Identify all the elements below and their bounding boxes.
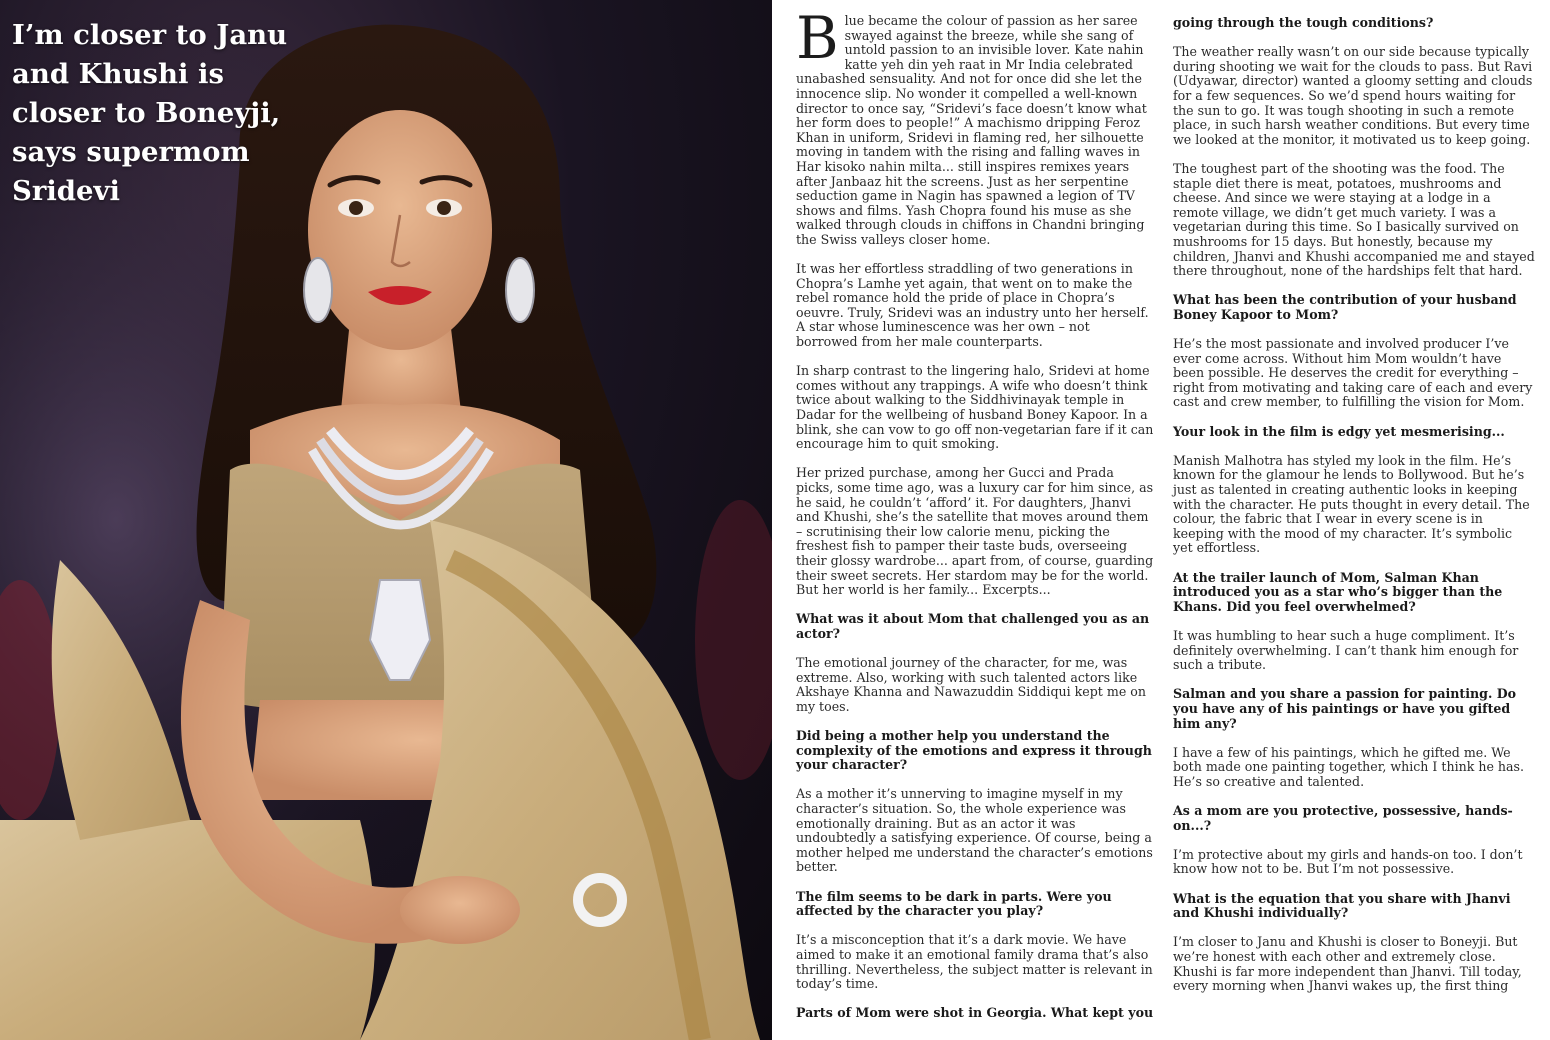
- interview-question: Did being a mother help you understand the complexity of the emotions and express it through your character?: [796, 728, 1152, 773]
- interview-answer: I’m closer to Janu and Khushi is closer to Boneyji. But we’re honest with each other and extremely close. Khushi is far more independent than Jhanvi. Till today, every morning when Jhanvi wakes up, the first thing: [1173, 934, 1522, 994]
- article-column-1: [796, 4, 1154, 1036]
- interview-question: As a mom are you protective, possessive, hands-on...?: [1173, 803, 1513, 833]
- interview-question: What is the equation that you share with Jhanvi and Khushi individually?: [1173, 890, 1511, 921]
- interview-question: The film seems to be dark in parts. Were you affected by the character you play?: [796, 888, 1112, 919]
- eye: [437, 201, 451, 215]
- interview-question: What was it about Mom that challenged you as an actor?: [796, 611, 1150, 641]
- interview-question: Your look in the film is edgy yet mesmerising...: [1173, 423, 1505, 439]
- interview-answer: I have a few of his paintings, which he gifted me. We both made one painting together, which I think he has. He’s so creative and talented.: [1173, 744, 1524, 789]
- interview-answer: It was humbling to hear such a huge compliment. It’s definitely overwhelming. I can’t thank him enough for such a tribute.: [1173, 627, 1519, 673]
- article-paragraph: It was her effortless straddling of two generations in Chopra’s Lamhe yet again, that went on to make the rebel romance hold the pride of place in Chopra’s oeuvre. Truly, Sridevi was an industry unto her herself. A star whose luminescence was her own – not borrowed from her male counterparts.: [796, 261, 1149, 350]
- earring: [304, 258, 332, 322]
- interview-answer: As a mother it’s unnerving to imagine myself in my character’s situation. So, the whole experience was emotionally draining. But as an actor it was undoubtedly a satisfying experience. Of course, being a mother helped me understand the character’s emotions better.: [796, 786, 1153, 875]
- eye: [349, 201, 363, 215]
- interview-answer: The emotional journey of the character, for me, was extreme. Also, working with such talented actors like Akshaye Khanna and Nawazuddin Siddiqui kept me on my toes.: [796, 655, 1146, 714]
- paragraph-text: lue became the colour of passion as her saree swayed against the breeze, while she sang of untold passion to an invisible lover. Kate nahin katte yeh din yeh raat in Mr India celebrated unabashed sensuality. And not for once did she let the innocence slip. No wonder it compelled a well-known director to once say, “Sridevi’s face doesn’t know what her form does to people!” A machismo dripping Feroz Khan in uniform, Sridevi in flaming red, her silhouette moving in tandem with the rising and falling waves in Har kisoko nahin milta... still inspires remixes years after Janbaaz hit the screens. Just as her serpentine seduction game in Nagin has spawned a legion of TV shows and films. Yash Chopra found his muse as she walked through clouds in chiffons in Chandni bringing the Swiss valleys closer home.: [796, 13, 1147, 247]
- interview-answer: It’s a misconception that it’s a dark movie. We have aimed to make it an emotional family drama that’s also thrilling. Nevertheless, the subject matter is relevant in today’s time.: [796, 932, 1153, 992]
- portrait-photo: [0, 0, 772, 1040]
- interview-question: At the trailer launch of Mom, Salman Khan introduced you as a star who’s bigger than the Khans. Did you feel overwhelmed?: [1173, 569, 1503, 614]
- article-paragraph: Her prized purchase, among her Gucci and Prada picks, some time ago, was a luxury car for him since, as he said, he couldn’t ‘afford’ it. For daughters, Jhanvi and Khushi, she’s the satellite that moves around them – scrutinising their low calorie menu, picking the freshest fish to pamper their taste buds, overseeing their glossy wardrobe... apart from, of course, guarding their sweet secrets. Her stardom may be for the world. But her world is her family... Excerpts...: [796, 465, 1154, 598]
- drop-cap: B: [796, 4, 839, 72]
- face: [308, 110, 492, 350]
- headline: I’m closer to Janu and Khushi is closer to Boneyji, says supermom Sridevi: [12, 19, 288, 207]
- interview-answer: The toughest part of the shooting was the food. The staple diet there is meat, potatoes, mushrooms and cheese. And since we were staying at a lodge in a remote village, we didn’t get much variety. I was a vegetarian during this time. So I basically survived on mushrooms for 15 days. But honestly, because my children, Jhanvi and Khushi accompanied me and stayed there throughout, none of the hardships felt that hard.: [1173, 160, 1535, 279]
- hands: [400, 876, 520, 944]
- interview-question: going through the tough conditions?: [1173, 15, 1434, 30]
- article-column-2: [1173, 16, 1535, 1008]
- interview-question: Salman and you share a passion for painting. Do you have any of his paintings or have you gifted him any?: [1173, 686, 1517, 731]
- article-paragraph: [796, 4, 1154, 248]
- article-paragraph: In sharp contrast to the lingering halo, Sridevi at home comes without any trappings. A wife who doesn’t think twice about walking to the Siddhivinayak temple in Dadar for the wellbeing of husband Boney Kapoor. In a blink, she can vow to go off non-vegetarian fare if it can encourage him to quit smoking.: [796, 363, 1154, 452]
- interview-answer: Manish Malhotra has styled my look in the film. He’s known for the glamour he lends to Bollywood. But he’s just as talented in creating authentic looks in keeping with the character. He puts thought in every detail. The colour, the fabric that I wear in every scene is in keeping with the mood of my character. It’s symbolic yet effortless.: [1173, 452, 1530, 556]
- interview-answer: The weather really wasn’t on our side because typically during shooting we wait for the clouds to pass. But Ravi (Udyawar, director) wanted a gloomy setting and clouds for a few sequences. So we’d spend hours waiting for the sun to go. It was tough shooting in such a remote place, in such harsh weather conditions. But every time we looked at the monitor, it motivated us to keep going.: [1173, 44, 1533, 147]
- interview-question: Parts of Mom were shot in Georgia. What kept you: [796, 1005, 1154, 1021]
- earring: [506, 258, 534, 322]
- interview-answer: I’m protective about my girls and hands-on too. I don’t know how not to be. But I’m not possessive.: [1173, 846, 1523, 877]
- interview-question: What has been the contribution of your husband Boney Kapoor to Mom?: [1173, 292, 1517, 322]
- interview-answer: He’s the most passionate and involved producer I’ve ever come across. Without him Mom wouldn’t have been possible. He deserves the credit for everything – right from motivating and taking care of each and every cast and crew member, to fulfilling the vision for Mom.: [1173, 336, 1533, 410]
